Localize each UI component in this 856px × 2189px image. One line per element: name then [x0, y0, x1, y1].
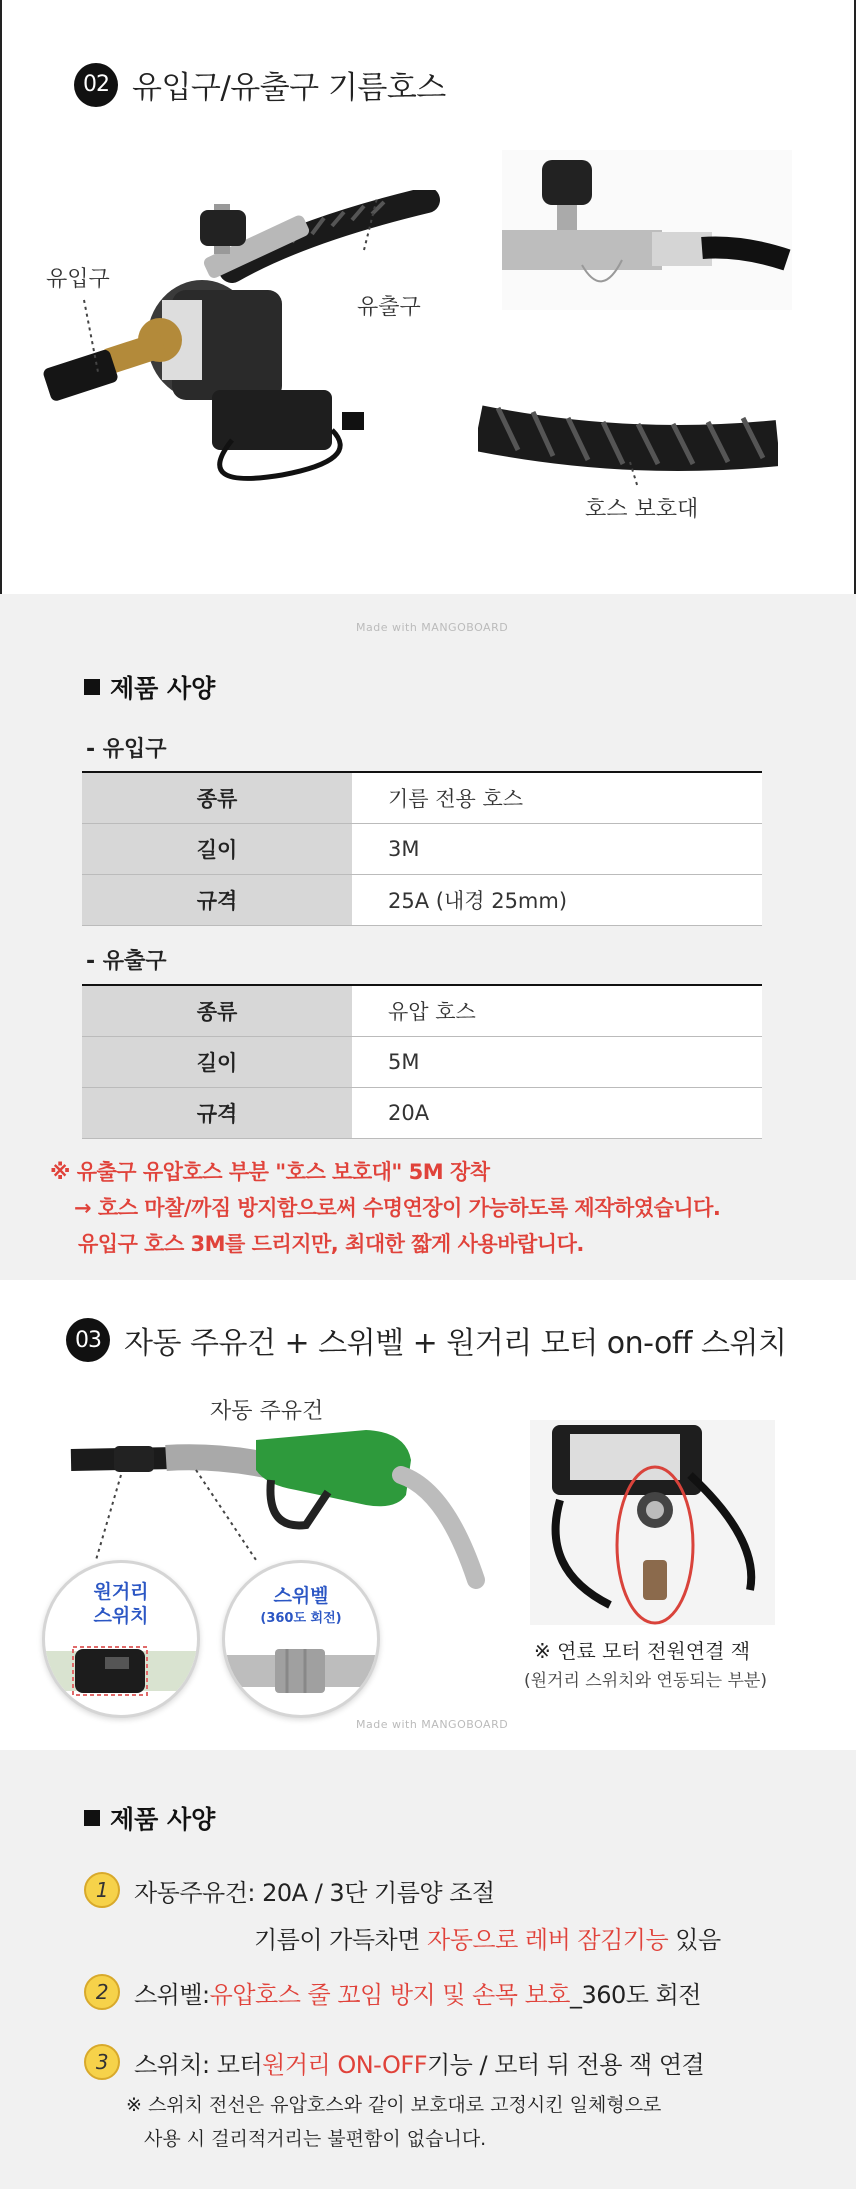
badge-title-line2: 스위치 — [93, 1605, 149, 1627]
spec-heading-text: 제품 사양 — [110, 1805, 216, 1834]
table-value: 3M — [352, 823, 762, 874]
number-circle-icon: 1 — [84, 1872, 120, 1908]
hose-guard-image — [478, 388, 778, 488]
text-part: 기름이 가득차면 — [254, 1926, 428, 1954]
highlight-text: 자동으로 레버 잠김기능 — [427, 1926, 669, 1954]
table-row — [82, 874, 762, 925]
section-spec-nozzle — [0, 1750, 856, 2189]
swivel-closeup — [225, 1641, 380, 1701]
badge-subtitle: (360도 회전) — [260, 1611, 342, 1626]
badge-title: 스위벨 — [273, 1585, 329, 1607]
spec-note-1: ※ 스위치 전선은 유압호스와 같이 보호대로 고정시킨 일체형으로 — [126, 2094, 662, 2116]
table-value: 5M — [352, 1036, 762, 1087]
text-part: 스위치: 모터 — [134, 2050, 263, 2079]
spec-heading-text: 제품 사양 — [110, 674, 216, 703]
section-title: 유입구/유출구 기름호스 — [132, 70, 446, 106]
outlet-subtitle: - 유출구 — [86, 949, 167, 974]
section-number: 02 — [74, 63, 118, 107]
section-spec-hoses — [0, 594, 856, 1280]
table-value: 20A — [352, 1087, 762, 1138]
spec-heading — [84, 669, 215, 705]
table-row — [82, 1036, 762, 1087]
table-key: 길이 — [82, 823, 352, 874]
gauge-detail-image — [502, 150, 792, 310]
watermark: Made with MANGOBOARD — [356, 1718, 509, 1731]
table-key: 길이 — [82, 1036, 352, 1087]
note-line-3: 유입구 호스 3M를 드리지만, 최대한 짧게 사용바랍니다. — [78, 1232, 584, 1256]
spec-item-text: 자동주유건: 20A / 3단 기름양 조절 — [134, 1878, 495, 1907]
table-row — [82, 985, 762, 1036]
text-part: 스위벨: — [134, 1980, 210, 2009]
watermark: Made with MANGOBOARD — [356, 621, 509, 634]
inlet-spec-table — [82, 771, 762, 926]
label-auto-nozzle: 자동 주유건 — [210, 1399, 324, 1424]
number-circle-icon: 3 — [84, 2044, 120, 2080]
label-outlet: 유출구 — [357, 295, 421, 320]
table-key: 종류 — [82, 772, 352, 823]
label-hose-guard: 호스 보호대 — [585, 497, 699, 522]
table-key: 규격 — [82, 1087, 352, 1138]
jack-caption-1: ※ 연료 모터 전원연결 잭 — [534, 1639, 751, 1663]
spec-item-2 — [84, 1974, 701, 2010]
spec-item-1 — [84, 1872, 495, 1908]
table-value: 유압 호스 — [352, 985, 762, 1036]
highlight-text: 유압호스 줄 꼬임 방지 및 손목 보호 — [209, 1980, 570, 2009]
spec-item-1-detail — [254, 1920, 721, 1955]
highlight-text: 원거리 ON-OFF — [262, 2050, 427, 2079]
section-heading — [74, 62, 446, 107]
spec-note-2: 사용 시 걸리적거리는 불편함이 없습니다. — [144, 2128, 487, 2150]
square-bullet-icon — [84, 1810, 100, 1826]
section-number: 03 — [66, 1318, 110, 1362]
text-part: 있음 — [668, 1926, 721, 1954]
table-value: 25A (내경 25mm) — [352, 874, 762, 925]
label-inlet: 유입구 — [46, 267, 110, 292]
switch-closeup — [45, 1639, 200, 1709]
pump-image — [42, 190, 442, 490]
inlet-subtitle: - 유입구 — [86, 737, 167, 762]
note-line-2: → 호스 마찰/까짐 방지함으로써 수명연장이 가능하도록 제작하였습니다. — [74, 1196, 721, 1220]
square-bullet-icon — [84, 679, 100, 695]
note-line-1: ※ 유출구 유압호스 부분 "호스 보호대" 5M 장착 — [50, 1160, 490, 1184]
section-heading — [66, 1318, 786, 1362]
badge-title-line1: 원거리 — [93, 1581, 149, 1603]
remote-switch-badge — [42, 1560, 200, 1718]
table-row — [82, 823, 762, 874]
spec-item-3 — [84, 2044, 704, 2080]
table-key: 종류 — [82, 985, 352, 1036]
outlet-spec-table — [82, 984, 762, 1139]
section-nozzle — [0, 1280, 856, 1750]
section-hoses — [0, 0, 856, 594]
table-key: 규격 — [82, 874, 352, 925]
table-row — [82, 1087, 762, 1138]
jack-caption-2: (원거리 스위치와 연동되는 부분) — [524, 1671, 767, 1691]
text-part: _360도 회전 — [570, 1980, 701, 2009]
table-value: 기름 전용 호스 — [352, 772, 762, 823]
number-circle-icon: 2 — [84, 1974, 120, 2010]
spec-heading — [84, 1800, 215, 1836]
swivel-badge — [222, 1560, 380, 1718]
table-row — [82, 772, 762, 823]
section-title: 자동 주유건 + 스위벨 + 원거리 모터 on-off 스위치 — [124, 1326, 787, 1361]
motor-jack-image — [530, 1420, 775, 1625]
text-part: 기능 / 모터 뒤 전용 잭 연결 — [427, 2050, 705, 2079]
